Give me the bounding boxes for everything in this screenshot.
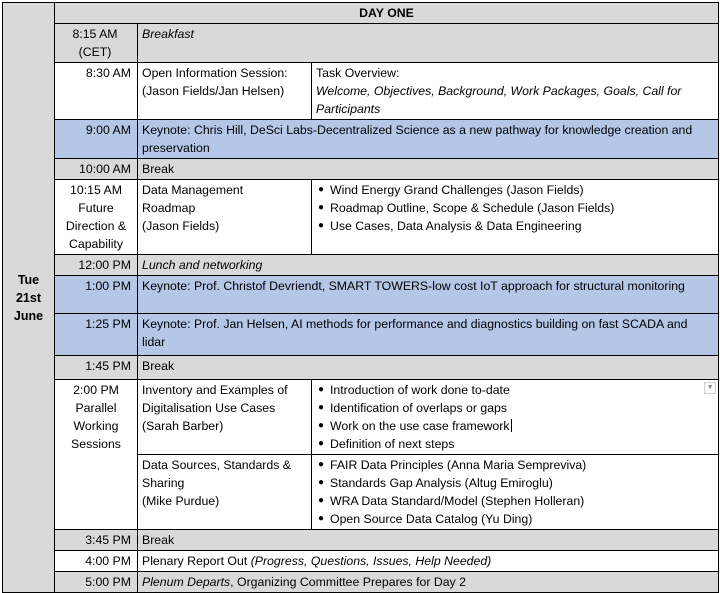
bullet-list [316, 181, 714, 235]
day-weekday: Tue [17, 272, 40, 287]
time-cell: 1:00 PM [55, 276, 138, 314]
day-date: 21st [15, 290, 42, 305]
list-item: ● Definition of next steps [330, 435, 714, 453]
schedule-table [2, 2, 719, 593]
plenary-cell: Plenary Report Out (Progress, Questions, Issues, Help Needed) [138, 551, 719, 572]
time-cell: 8:30 AM [55, 63, 138, 120]
session-cell: Data Sources, Standards & Sharing (Mike Purdue) [138, 455, 312, 530]
list-item: ● Open Source Data Catalog (Yu Ding) [330, 510, 714, 528]
session-cell: Data Management Roadmap (Jason Fields) [138, 180, 312, 255]
time-cell: 8:15 AM (CET) [55, 24, 138, 63]
row-parallel-a [3, 380, 719, 455]
bullet-list [316, 456, 714, 528]
list-item: ● Identification of overlaps or gaps [330, 399, 714, 417]
row-keynote-devriendt [3, 276, 719, 314]
time-cell: 12:00 PM [55, 255, 138, 276]
bullets-cell [312, 380, 719, 455]
day-month: June [13, 308, 44, 323]
time-cell: 1:25 PM [55, 314, 138, 356]
row-breakfast [3, 24, 719, 63]
list-item: ● FAIR Data Principles (Anna Maria Sempreviva) [330, 456, 714, 474]
keynote-cell: Keynote: Prof. Jan Helsen, AI methods for performance and diagnostics building on fast SCADA and lidar [138, 314, 719, 356]
break-cell: Break [138, 356, 719, 380]
row-keynote-helsen [3, 314, 719, 356]
detail-cell: Task Overview: Welcome, Objectives, Background, Work Packages, Goals, Call for Participants [312, 63, 719, 120]
row-break [3, 356, 719, 380]
list-item: ● Standards Gap Analysis (Altug Emiroglu) [330, 474, 714, 492]
activity-cell: Lunch and networking [138, 255, 719, 276]
row-departs [3, 572, 719, 593]
keynote-cell: Keynote: Prof. Christof Devriendt, SMART TOWERS-low cost IoT approach for structural monitoring [138, 276, 719, 314]
time-cell: 5:00 PM [55, 572, 138, 593]
list-item: ● Roadmap Outline, Scope & Schedule (Jason Fields) [330, 199, 714, 217]
row-open-session [3, 63, 719, 120]
row-keynote-hill [3, 120, 719, 159]
text-caret [511, 419, 512, 432]
break-cell: Break [138, 530, 719, 551]
list-item: ● Work on the use case framework [330, 417, 714, 435]
time-cell: 3:45 PM [55, 530, 138, 551]
list-item: ● WRA Data Standard/Model (Stephen Holleran) [330, 492, 714, 510]
chevron-down-icon[interactable]: ▼ [704, 382, 716, 394]
time-cell: 2:00 PM Parallel Working Sessions [55, 380, 138, 530]
row-lunch [3, 255, 719, 276]
row-break [3, 159, 719, 180]
departs-cell: Plenum Departs, Organizing Committee Prepares for Day 2 [138, 572, 719, 593]
session-cell: Inventory and Examples of Digitalisation Use Cases (Sarah Barber) [138, 380, 312, 455]
bullet-list [316, 381, 714, 453]
time-cell: 9:00 AM [55, 120, 138, 159]
row-plenary [3, 551, 719, 572]
break-cell: Break [138, 159, 719, 180]
bullets-cell [312, 180, 719, 255]
time-cell: 10:00 AM [55, 159, 138, 180]
row-break [3, 530, 719, 551]
time-cell: 1:45 PM [55, 356, 138, 380]
list-item: ● Introduction of work done to-date [330, 381, 714, 399]
session-cell: Open Information Session: (Jason Fields/Jan Helsen) [138, 63, 312, 120]
header-row [3, 3, 719, 24]
bullets-cell [312, 455, 719, 530]
time-cell: 10:15 AM Future Direction & Capability [55, 180, 138, 255]
activity-cell: Breakfast [138, 24, 719, 63]
list-item: ● Use Cases, Data Analysis & Data Engineering [330, 217, 714, 235]
list-item: ● Wind Energy Grand Challenges (Jason Fields) [330, 181, 714, 199]
day-title: DAY ONE [55, 3, 719, 24]
time-cell: 4:00 PM [55, 551, 138, 572]
row-data-management [3, 180, 719, 255]
day-cell [3, 3, 55, 593]
keynote-cell: Keynote: Chris Hill, DeSci Labs-Decentralized Science as a new pathway for knowledge creation and preservation [138, 120, 719, 159]
